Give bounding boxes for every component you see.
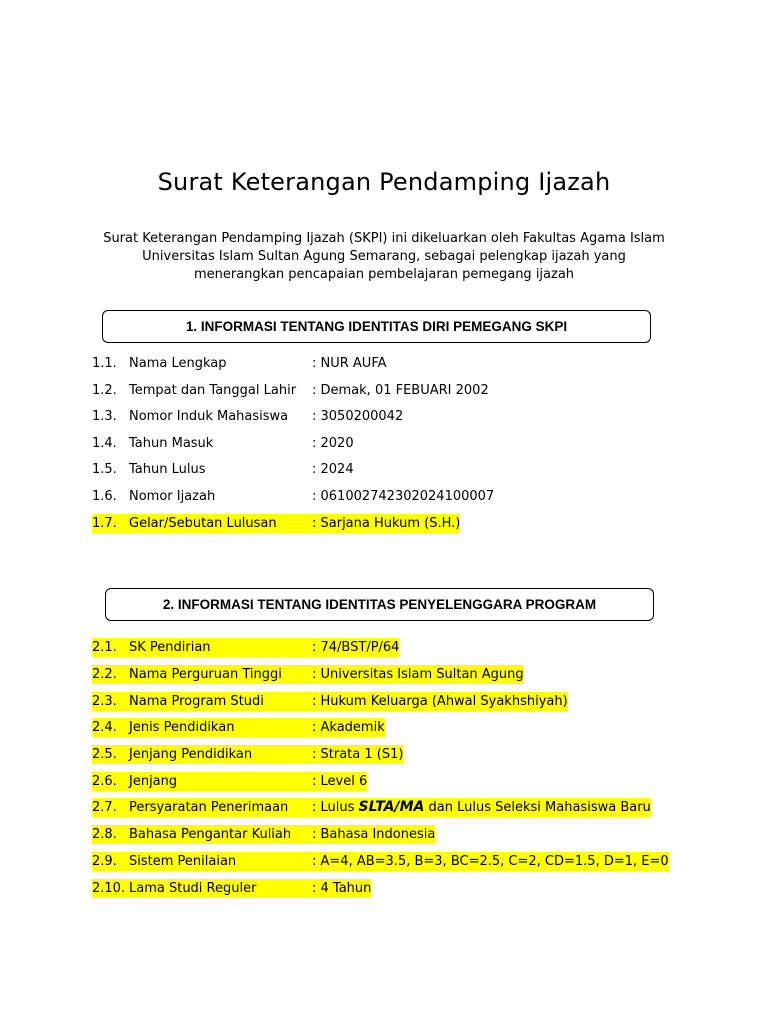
- row-label: Jenjang: [129, 774, 178, 789]
- row-value: : Level 6: [312, 774, 368, 789]
- row-label: Nomor Induk Mahasiswa: [129, 409, 289, 424]
- row-label: Nama Perguruan Tinggi: [129, 667, 282, 682]
- row-value: : Bahasa Indonesia: [312, 827, 436, 842]
- row-label: Bahasa Pengantar Kuliah: [129, 827, 292, 842]
- row-value: : 061002742302024100007: [312, 489, 495, 504]
- row-value: : Akademik: [312, 720, 385, 735]
- row-label: Persyaratan Penerimaan: [129, 800, 289, 815]
- row-number: 2.1.: [92, 640, 117, 655]
- row-value: : Hukum Keluarga (Ahwal Syakhshiyah): [312, 694, 568, 709]
- row-value: : Universitas Islam Sultan Agung: [312, 667, 524, 682]
- row-label: Lama Studi Reguler: [129, 881, 257, 896]
- document-title: Surat Keterangan Pendamping Ijazah: [157, 168, 611, 196]
- row-value: : 4 Tahun: [312, 881, 372, 896]
- row-gelar-lulusan: [92, 514, 460, 533]
- row-nama-program-studi: [92, 692, 568, 711]
- row-jenjang-pendidikan: [92, 745, 403, 764]
- row-value: : NUR AUFA: [312, 356, 387, 371]
- row-label: Nama Lengkap: [129, 356, 227, 371]
- section1-heading: 1. INFORMASI TENTANG IDENTITAS DIRI PEMEGANG SKPI: [102, 310, 651, 343]
- row-nomor-ijazah: [92, 487, 494, 506]
- row-value: : Strata 1 (S1): [312, 747, 404, 762]
- row-number: 2.5.: [92, 747, 117, 762]
- row-label: Tahun Masuk: [129, 436, 214, 451]
- value-suffix: dan Lulus Seleksi Mahasiswa Baru: [424, 800, 651, 815]
- row-value: : 74/BST/P/64: [312, 640, 400, 655]
- row-number: 1.6.: [92, 489, 117, 504]
- row-value: : Demak, 01 FEBUARI 2002: [312, 383, 489, 398]
- row-tempat-tanggal-lahir: [92, 381, 489, 400]
- row-number: 1.7.: [92, 516, 117, 531]
- row-value: [312, 798, 651, 817]
- row-sistem-penilaian: [92, 852, 669, 871]
- row-label: Nomor Ijazah: [129, 489, 216, 504]
- row-sk-pendirian: [92, 638, 399, 657]
- row-number: 2.8.: [92, 827, 117, 842]
- row-bahasa-pengantar: [92, 825, 435, 844]
- row-jenjang: [92, 772, 367, 791]
- row-number: 1.1.: [92, 356, 117, 371]
- row-label: Jenjang Pendidikan: [129, 747, 253, 762]
- row-value: : 2020: [312, 436, 354, 451]
- row-label: Tempat dan Tanggal Lahir: [129, 383, 297, 398]
- row-label: Nama Program Studi: [129, 694, 264, 709]
- intro-paragraph: Surat Keterangan Pendamping Ijazah (SKPI) ini dikeluarkan oleh Fakultas Agama Islam Universitas Islam Sultan Agung Semarang, sebagai pelengkap ijazah yang menerangkan pencapaian pembelajaran pemegang ijazah: [103, 231, 665, 282]
- value-emphasis: SLTA/MA: [358, 799, 425, 815]
- row-value: : 2024: [312, 462, 354, 477]
- row-jenis-pendidikan: [92, 718, 385, 737]
- row-number: 2.4.: [92, 720, 117, 735]
- row-number: 2.3.: [92, 694, 117, 709]
- row-tahun-masuk: [92, 434, 354, 453]
- row-label: SK Pendirian: [129, 640, 211, 655]
- row-number: 2.7.: [92, 800, 117, 815]
- row-number: 1.4.: [92, 436, 117, 451]
- row-nama-lengkap: [92, 354, 387, 373]
- row-label: Jenis Pendidikan: [129, 720, 235, 735]
- value-prefix: : Lulus: [312, 800, 359, 815]
- row-nomor-induk: [92, 407, 403, 426]
- row-tahun-lulus: [92, 460, 354, 479]
- row-value: : 3050200042: [312, 409, 404, 424]
- row-lama-studi: [92, 879, 371, 898]
- section2-heading: 2. INFORMASI TENTANG IDENTITAS PENYELENGGARA PROGRAM: [105, 588, 654, 621]
- row-value: : A=4, AB=3.5, B=3, BC=2.5, C=2, CD=1.5, D=1, E=0: [312, 854, 669, 869]
- row-number: 2.9.: [92, 854, 117, 869]
- row-number: 2.10.: [92, 881, 126, 896]
- row-persyaratan-penerimaan: [92, 798, 651, 817]
- row-nama-perguruan-tinggi: [92, 665, 524, 684]
- row-number: 2.6.: [92, 774, 117, 789]
- row-label: Sistem Penilaian: [129, 854, 237, 869]
- row-number: 1.2.: [92, 383, 117, 398]
- row-number: 1.5.: [92, 462, 117, 477]
- row-value: : Sarjana Hukum (S.H.): [312, 516, 461, 531]
- row-number: 1.3.: [92, 409, 117, 424]
- row-label: Gelar/Sebutan Lulusan: [129, 516, 277, 531]
- row-label: Tahun Lulus: [129, 462, 206, 477]
- row-number: 2.2.: [92, 667, 117, 682]
